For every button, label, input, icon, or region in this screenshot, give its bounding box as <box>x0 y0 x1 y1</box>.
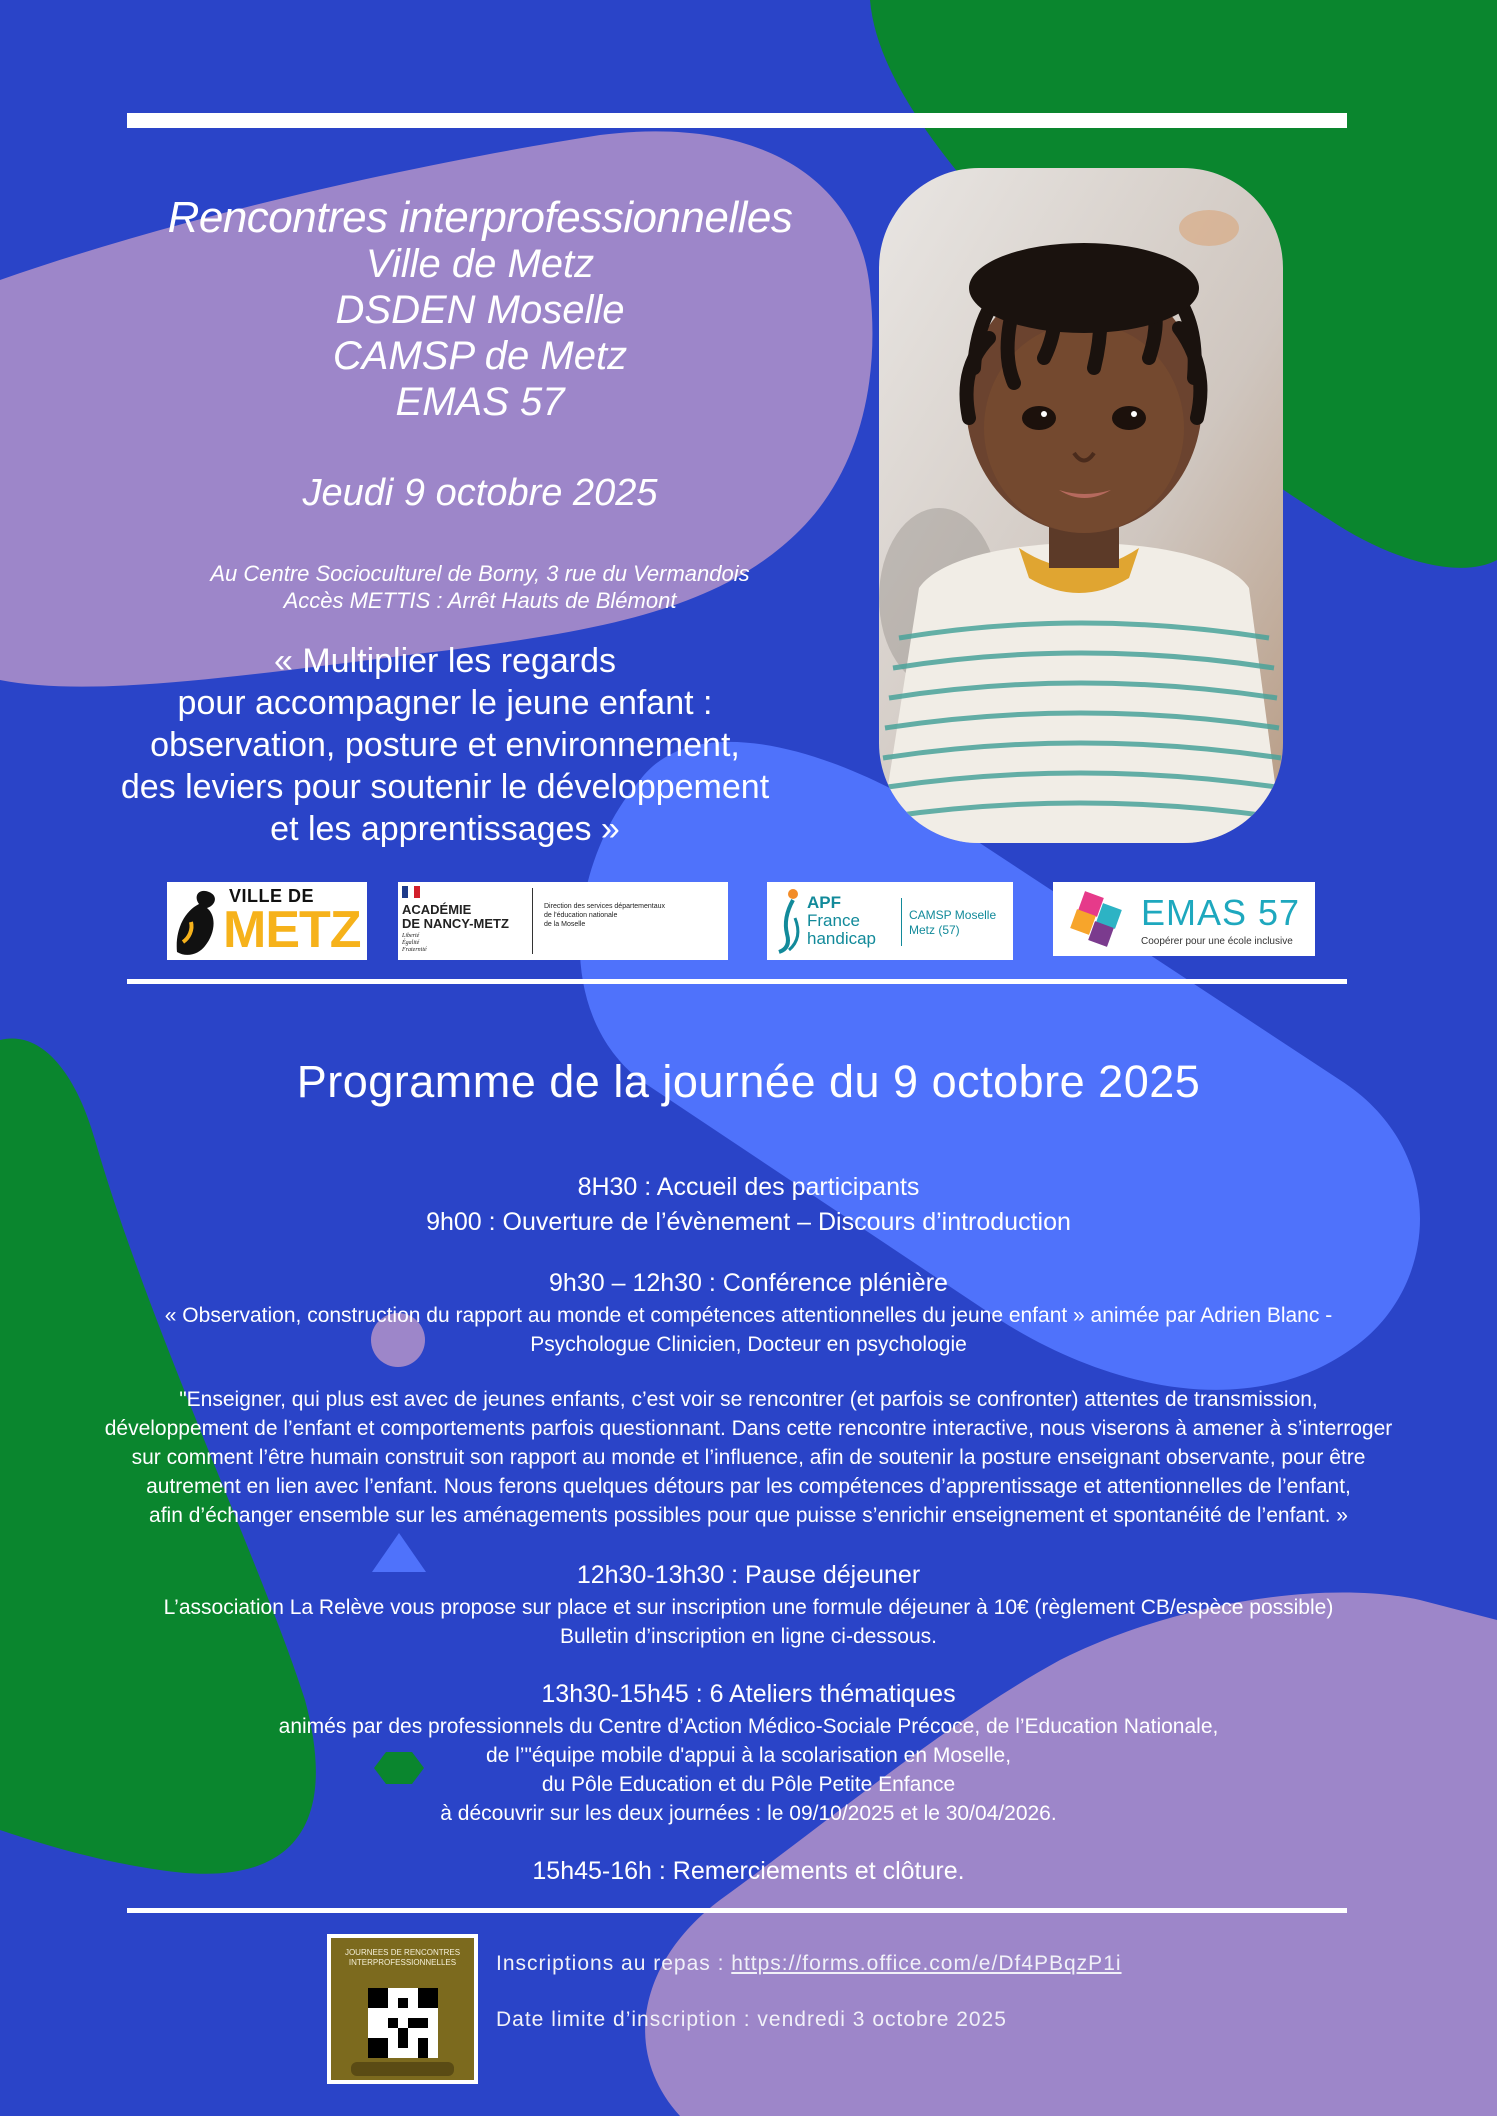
logo-ville-de-metz <box>167 882 367 960</box>
event-theme <box>40 640 850 850</box>
event-date: Jeudi 9 octobre 2025 <box>302 472 658 514</box>
spacer <box>20 1530 1477 1558</box>
lunch-heading: 12h30-13h30 : Pause déjeuner <box>576 1561 921 1589</box>
meal-registration <box>496 1952 1122 1976</box>
meal-registration-link[interactable]: https://forms.office.com/e/Df4PBqzP1i <box>731 1952 1122 1975</box>
event-location <box>80 560 880 614</box>
meal-registration-label: Inscriptions au repas : <box>496 1952 732 1975</box>
conference-quote-line: sur comment l’être humain construit son rapport au monde et l’influence, afin de soutenir la posture enseignant observante, pour être <box>131 1446 1366 1469</box>
french-flag-icon <box>402 886 420 898</box>
academie-right <box>544 902 665 929</box>
motto-line: Liberté <box>402 933 420 939</box>
workshops-heading: 13h30-15h45 : 6 Ateliers thématiques <box>541 1680 956 1708</box>
conference-quote-line: afin d’échanger ensemble sur les aménagements possibles pour que puisse s’enrichir enseignement et spontanéité de l’enfant. » <box>149 1504 1348 1527</box>
workshops-line: à découvrir sur les deux journées : le 09/10/2025 et le 30/04/2026. <box>440 1802 1057 1825</box>
metz-logo-big: METZ <box>223 901 361 959</box>
apf-line: France <box>807 911 860 930</box>
child-photo <box>879 168 1283 843</box>
workshops-line: animés par des professionnels du Centre d’Action Médico-Sociale Précoce, de l’Education Nationale, <box>278 1715 1219 1738</box>
lunch-line: Bulletin d’inscription en ligne ci-dessous. <box>559 1625 938 1648</box>
conference-heading: 9h30 – 12h30 : Conférence plénière <box>549 1269 948 1297</box>
academie-right-line: Direction des services départementaux <box>544 903 666 910</box>
apf-right-line: CAMSP Moselle <box>909 908 997 922</box>
qr-code-card <box>327 1934 478 2084</box>
apf-line: handicap <box>807 929 877 948</box>
conference-quote-line: développement de l’enfant et comportements parfois questionnant. Dans cette rencontre interactive, nous viserons à amener à s’interroger <box>104 1417 1393 1440</box>
apf-logo-text <box>807 894 876 948</box>
logo-emas-57 <box>1053 882 1315 956</box>
qr-caption-line: JOURNEES DE RENCONTRES <box>344 1948 461 1957</box>
apf-figure-icon <box>775 888 805 954</box>
partner-line: EMAS 57 <box>395 380 565 424</box>
theme-line: « Multiplier les regards <box>273 642 617 680</box>
closing-item: 15h45-16h : Remerciements et clôture. <box>532 1857 965 1885</box>
qr-caption-line: INTERPROFESSIONNELLES <box>348 1958 457 1967</box>
spacer <box>20 1828 1477 1854</box>
qr-caption <box>331 1948 474 1968</box>
middle-rule <box>127 979 1347 984</box>
spacer <box>20 1359 1477 1385</box>
apf-right <box>909 908 996 938</box>
academie-motto <box>402 933 427 954</box>
qr-card-inner <box>331 1938 474 2080</box>
top-rule <box>127 113 1347 128</box>
academie-right-line: de la Moselle <box>544 921 586 928</box>
registration-deadline: Date limite d’inscription : vendredi 3 octobre 2025 <box>496 2008 1007 2031</box>
workshops-line: de l’"équipe mobile d'appui à la scolarisation en Moselle, <box>485 1744 1012 1767</box>
academie-right-line: de l'éducation nationale <box>544 912 618 919</box>
emas-tagline: Coopérer pour une école inclusive <box>1141 936 1293 947</box>
conference-quote-line: autrement en lien avec l’enfant. Nous ferons quelques détours par les compétences d’apprentissage et attentionnelles de l’enfant, <box>146 1475 1351 1498</box>
event-title-block <box>80 195 880 425</box>
program-title: Programme de la journée du 9 octobre 2025 <box>296 1056 1201 1107</box>
emas-name: EMAS 57 <box>1141 892 1301 933</box>
partner-line: CAMSP de Metz <box>332 334 628 378</box>
lunch-line: L’association La Relève vous propose sur place et sur inscription une formule déjeuner à 10€ (règlement CB/espèce possible) <box>163 1596 1334 1619</box>
qr-code-icon[interactable] <box>368 1988 438 2058</box>
logo-divider <box>532 888 533 954</box>
academie-line1: ACADÉMIE <box>402 902 472 917</box>
partner-line: Ville de Metz <box>365 242 595 286</box>
theme-line: et les apprentissages » <box>270 810 620 848</box>
theme-line: pour accompagner le jeune enfant : <box>177 684 713 722</box>
logo-apf-france-handicap <box>767 882 1013 960</box>
logo-academie-nancy-metz <box>398 882 728 960</box>
location-line: Au Centre Socioculturel de Borny, 3 rue du Vermandois <box>210 561 750 586</box>
program-item: 8H30 : Accueil des participants <box>577 1173 920 1201</box>
dragon-icon <box>169 882 229 960</box>
spacer <box>20 1240 1477 1266</box>
location-line: Accès METTIS : Arrêt Hauts de Blémont <box>283 588 677 613</box>
emas-puzzle-icon <box>1067 890 1127 950</box>
metz-logo-top: VILLE DE <box>229 886 315 906</box>
event-title: Rencontres interprofessionnelles <box>167 193 793 242</box>
program-item: 9h00 : Ouverture de l’évènement – Discours d’introduction <box>426 1208 1071 1236</box>
bottom-rule <box>127 1908 1347 1913</box>
qr-card-hands <box>351 2062 454 2076</box>
apf-right-line: Metz (57) <box>909 923 960 937</box>
theme-line: observation, posture et environnement, <box>150 726 740 764</box>
program-list <box>20 1170 1477 1889</box>
workshops-line: du Pôle Education et du Pôle Petite Enfance <box>541 1773 956 1796</box>
apf-line: APF <box>807 893 841 912</box>
logo-divider <box>901 898 902 946</box>
motto-line: Égalité <box>402 940 420 946</box>
conference-line: Psychologue Clinicien, Docteur en psychologie <box>530 1333 967 1356</box>
motto-line: Fraternité <box>402 947 427 953</box>
academie-line2: DE NANCY-METZ <box>402 916 509 931</box>
spacer <box>20 1651 1477 1677</box>
theme-line: des leviers pour soutenir le développement <box>120 768 770 806</box>
partner-line: DSDEN Moselle <box>335 288 625 332</box>
conference-quote-line: "Enseigner, qui plus est avec de jeunes enfants, c’est voir se rencontrer (et parfois se confronter) attentes de transmission, <box>179 1388 1318 1411</box>
conference-line: « Observation, construction du rapport au monde et compétences attentionnelles du jeune enfant » animée par Adrien Blanc - <box>164 1304 1333 1327</box>
